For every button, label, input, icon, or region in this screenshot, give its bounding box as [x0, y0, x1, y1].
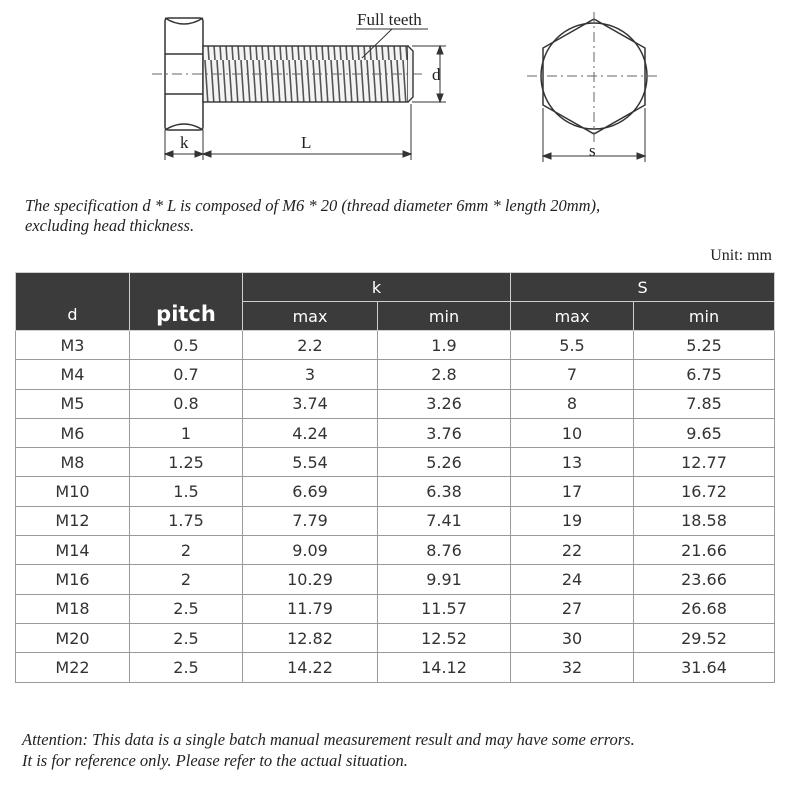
cell-pitch: 2.5 [130, 653, 243, 682]
table-row [16, 360, 775, 389]
cell-k-max: 7.79 [243, 506, 378, 535]
cell-d: M18 [16, 594, 130, 623]
cell-s-max: 10 [511, 418, 634, 447]
header-k-min: min [378, 302, 511, 331]
cell-k-max: 6.69 [243, 477, 378, 506]
bolt-diagram [0, 0, 800, 180]
cell-s-max: 5.5 [511, 331, 634, 360]
cell-s-max: 27 [511, 594, 634, 623]
specification-note [25, 196, 765, 236]
cell-k-max: 10.29 [243, 565, 378, 594]
cell-s-max: 19 [511, 506, 634, 535]
table-row [16, 418, 775, 447]
cell-k-min: 1.9 [378, 331, 511, 360]
cell-d: M8 [16, 448, 130, 477]
header-k-max: max [243, 302, 378, 331]
spec-table [15, 272, 775, 683]
cell-pitch: 0.8 [130, 389, 243, 418]
cell-s-min: 26.68 [634, 594, 775, 623]
attention-line-1: Attention: This data is a single batch manual measurement result and may have some errors. [22, 730, 635, 749]
cell-pitch: 1.75 [130, 506, 243, 535]
spec-table-body [16, 331, 775, 683]
table-row [16, 331, 775, 360]
cell-d: M14 [16, 536, 130, 565]
table-row [16, 477, 775, 506]
cell-s-max: 30 [511, 623, 634, 652]
cell-pitch: 2 [130, 565, 243, 594]
bolt-drawing [0, 0, 800, 180]
table-row [16, 536, 775, 565]
cell-d: M12 [16, 506, 130, 535]
table-row [16, 565, 775, 594]
table-row [16, 623, 775, 652]
dim-d-label: d [432, 65, 441, 84]
table-row [16, 506, 775, 535]
cell-pitch: 1 [130, 418, 243, 447]
cell-d: M16 [16, 565, 130, 594]
cell-s-min: 21.66 [634, 536, 775, 565]
cell-pitch: 0.7 [130, 360, 243, 389]
cell-d: M22 [16, 653, 130, 682]
cell-s-min: 9.65 [634, 418, 775, 447]
header-s-max: max [511, 302, 634, 331]
cell-s-min: 6.75 [634, 360, 775, 389]
header-s: S [511, 273, 775, 302]
cell-k-min: 11.57 [378, 594, 511, 623]
header-k: k [243, 273, 511, 302]
dim-l-label: L [301, 133, 312, 152]
cell-k-max: 3.74 [243, 389, 378, 418]
cell-k-min: 7.41 [378, 506, 511, 535]
header-s-min: min [634, 302, 775, 331]
cell-k-min: 2.8 [378, 360, 511, 389]
cell-d: M3 [16, 331, 130, 360]
cell-pitch: 1.25 [130, 448, 243, 477]
spec-table-header [16, 273, 775, 331]
table-row [16, 594, 775, 623]
cell-d: M5 [16, 389, 130, 418]
cell-k-max: 5.54 [243, 448, 378, 477]
cell-k-min: 3.26 [378, 389, 511, 418]
cell-k-max: 12.82 [243, 623, 378, 652]
dim-s-label: s [589, 141, 596, 160]
cell-s-min: 12.77 [634, 448, 775, 477]
cell-k-max: 2.2 [243, 331, 378, 360]
cell-s-max: 32 [511, 653, 634, 682]
specification-note-line-1: The specification d * L is composed of M6 * 20 (thread diameter 6mm * length 20mm), [25, 196, 601, 215]
cell-d: M6 [16, 418, 130, 447]
cell-k-max: 11.79 [243, 594, 378, 623]
cell-s-min: 5.25 [634, 331, 775, 360]
cell-d: M4 [16, 360, 130, 389]
cell-k-min: 3.76 [378, 418, 511, 447]
full-teeth-label: Full teeth [357, 10, 422, 29]
cell-s-max: 7 [511, 360, 634, 389]
cell-k-min: 6.38 [378, 477, 511, 506]
cell-pitch: 1.5 [130, 477, 243, 506]
cell-k-max: 14.22 [243, 653, 378, 682]
cell-s-min: 18.58 [634, 506, 775, 535]
cell-d: M10 [16, 477, 130, 506]
cell-k-min: 9.91 [378, 565, 511, 594]
table-row [16, 653, 775, 682]
unit-label: Unit: mm [710, 247, 772, 264]
cell-s-min: 31.64 [634, 653, 775, 682]
cell-s-min: 23.66 [634, 565, 775, 594]
table-row [16, 389, 775, 418]
cell-s-max: 8 [511, 389, 634, 418]
header-d: d [16, 273, 130, 331]
cell-s-min: 16.72 [634, 477, 775, 506]
cell-k-max: 4.24 [243, 418, 378, 447]
header-pitch: pitch [130, 273, 243, 331]
cell-k-max: 3 [243, 360, 378, 389]
dim-k-label: k [180, 133, 189, 152]
cell-k-max: 9.09 [243, 536, 378, 565]
cell-pitch: 2.5 [130, 594, 243, 623]
cell-k-min: 8.76 [378, 536, 511, 565]
cell-k-min: 12.52 [378, 623, 511, 652]
cell-d: M20 [16, 623, 130, 652]
cell-s-max: 24 [511, 565, 634, 594]
cell-s-max: 22 [511, 536, 634, 565]
cell-s-min: 29.52 [634, 623, 775, 652]
cell-k-min: 14.12 [378, 653, 511, 682]
cell-pitch: 0.5 [130, 331, 243, 360]
cell-s-max: 17 [511, 477, 634, 506]
attention-line-2: It is for reference only. Please refer to the actual situation. [22, 751, 408, 770]
cell-s-min: 7.85 [634, 389, 775, 418]
cell-s-max: 13 [511, 448, 634, 477]
cell-k-min: 5.26 [378, 448, 511, 477]
attention-note [22, 729, 782, 771]
specification-note-line-2: excluding head thickness. [25, 216, 195, 235]
cell-pitch: 2.5 [130, 623, 243, 652]
table-row [16, 448, 775, 477]
cell-pitch: 2 [130, 536, 243, 565]
